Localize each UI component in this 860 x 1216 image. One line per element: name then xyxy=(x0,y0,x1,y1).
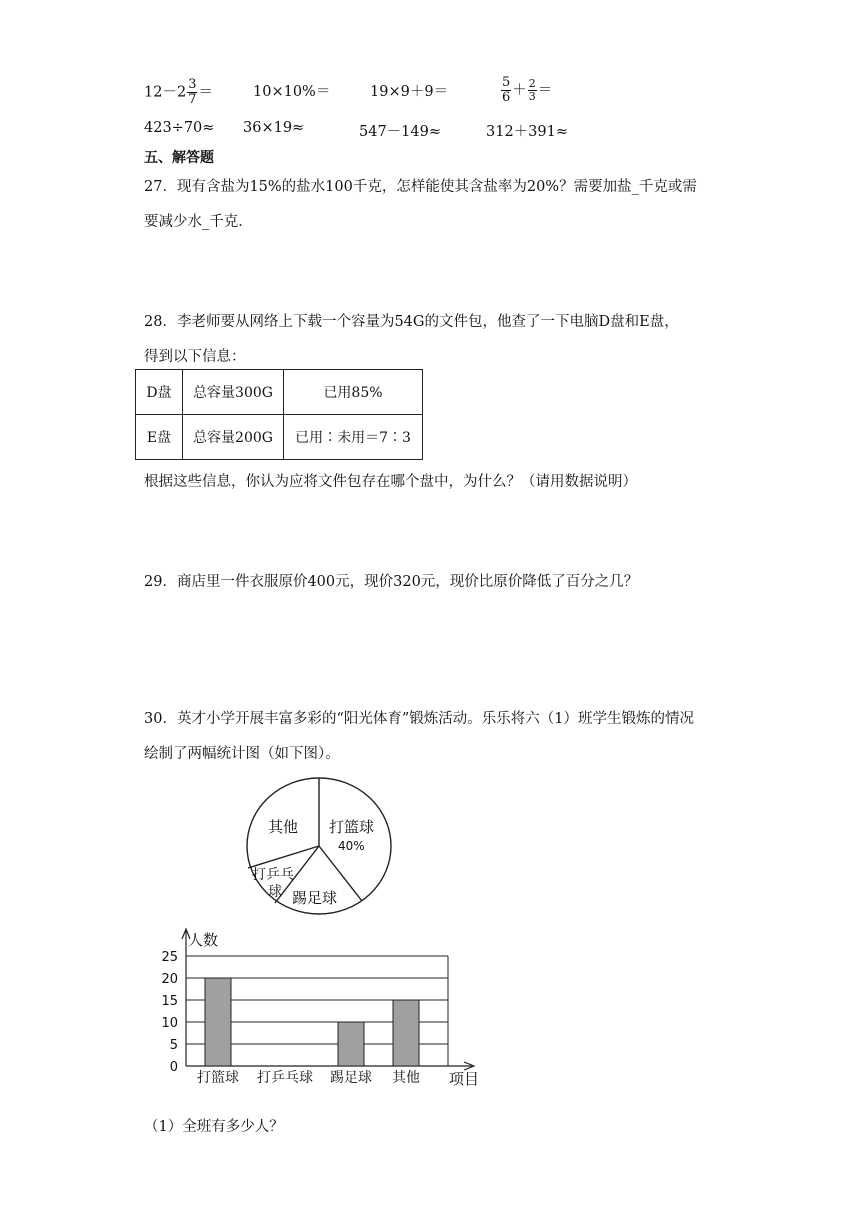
q30-line1: 30．英才小学开展丰富多彩的“阳光体育”锻炼活动。乐乐将六（1）班学生锻炼的情况 xyxy=(144,711,694,727)
table-cell: 总容量200G xyxy=(183,415,284,460)
pie-label-other: 其他 xyxy=(268,818,299,836)
calc-expr-1: 12－2 $\frac{3}{7}$ ＝ xyxy=(144,77,213,107)
pie-label-pingpong-2: 球 xyxy=(268,884,282,900)
bar xyxy=(205,978,231,1066)
y-tick-label: 10 xyxy=(161,1016,178,1031)
y-tick-label: 5 xyxy=(169,1038,178,1053)
pie-label-basketball-pct: 40% xyxy=(338,839,365,853)
y-tick-label: 15 xyxy=(161,994,178,1009)
table-cell: D盘 xyxy=(136,370,183,415)
q27-line1: 27．现有含盐为15%的盐水100千克，怎样能使其含盐率为20%？需要加盐_千克或需 xyxy=(144,179,697,195)
x-tick-label: 踢足球 xyxy=(330,1070,372,1086)
q28-line1: 28．李老师要从网络上下载一个容量为54G的文件包，他查了一下电脑D盘和E盘， xyxy=(144,314,679,330)
q28-question: 根据这些信息，你认为应将文件包存在哪个盘中，为什么？（请用数据说明） xyxy=(144,474,637,490)
q30-sub1: （1）全班有多少人？ xyxy=(144,1119,284,1135)
pie-chart xyxy=(244,775,394,915)
table-row xyxy=(136,370,423,415)
table-cell: E盘 xyxy=(136,415,183,460)
y-tick-label: 25 xyxy=(161,950,178,965)
x-tick-label: 打乒乓球 xyxy=(257,1070,313,1086)
calc-estimate-3: 547－149≈ xyxy=(359,124,442,140)
q30-line2: 绘制了两幅统计图（如下图）。 xyxy=(144,746,340,762)
x-axis-label: 项目 xyxy=(449,1070,480,1088)
fraction: $\frac{3}{7}$ xyxy=(188,77,197,107)
y-tick-label: 0 xyxy=(169,1060,178,1075)
x-tick-label: 打篮球 xyxy=(197,1070,239,1086)
q29-line1: 29．商店里一件衣服原价400元，现价320元，现价比原价降低了百分之几？ xyxy=(144,574,639,590)
q28-line2: 得到以下信息： xyxy=(144,349,246,365)
calc-estimate-1: 423÷70≈ xyxy=(144,120,215,136)
calc-expr-3: 19×9＋9＝ xyxy=(370,84,449,100)
bar-chart xyxy=(150,925,490,1090)
calc-estimate-4: 312＋391≈ xyxy=(486,124,569,140)
disk-info-table xyxy=(135,369,423,460)
pie-label-football: 踢足球 xyxy=(292,889,338,907)
bar xyxy=(338,1022,364,1066)
calc-expr-4: $\frac{5}{6}$ ＋ $\frac{2}{3}$ ＝ xyxy=(502,75,553,105)
pie-label-pingpong-1: 打乒乓 xyxy=(252,867,294,883)
calc-estimate-2: 36×19≈ xyxy=(243,120,305,136)
q27-line2: 要减少水_千克． xyxy=(144,214,253,230)
fraction: $\frac{2}{3}$ xyxy=(528,77,536,103)
table-cell: 已用85% xyxy=(284,370,423,415)
fraction: $\frac{5}{6}$ xyxy=(502,75,511,105)
y-axis-label: 人数 xyxy=(188,931,219,949)
table-row xyxy=(136,415,423,460)
section-title: 五、解答题 xyxy=(144,150,214,166)
calc-expr-1-prefix: 12－2 xyxy=(144,84,187,101)
table-cell: 总容量300G xyxy=(183,370,284,415)
bar xyxy=(393,1000,419,1066)
table-cell: 已用∶未用＝7∶3 xyxy=(284,415,423,460)
pie-label-basketball: 打篮球 xyxy=(329,818,375,836)
y-tick-label: 20 xyxy=(161,972,178,987)
calc-expr-2: 10×10%＝ xyxy=(253,84,331,100)
x-tick-label: 其他 xyxy=(392,1070,420,1086)
